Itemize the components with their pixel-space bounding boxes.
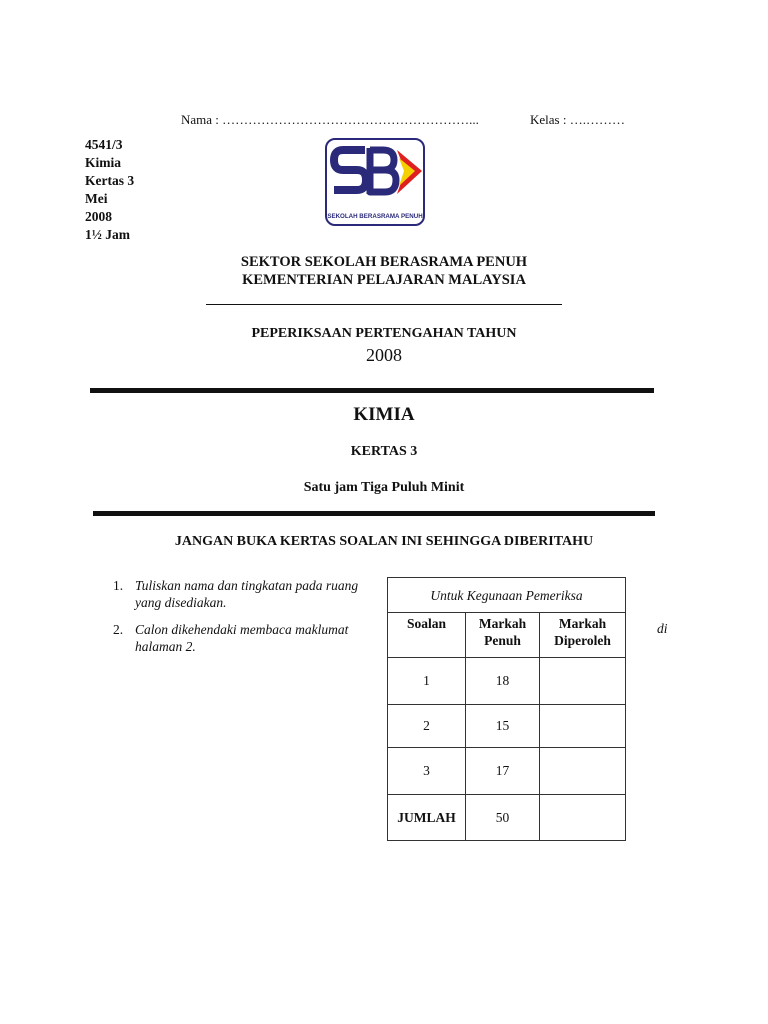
table-row (388, 705, 626, 748)
header-markah-penuh-text: Markah Penuh (478, 616, 527, 648)
row-markah-diperoleh[interactable] (540, 748, 626, 795)
instruction-number: 2. (113, 622, 124, 637)
instruction-number: 1. (113, 578, 124, 593)
row-markah-diperoleh[interactable] (540, 705, 626, 748)
table-caption: Untuk Kegunaan Pemeriksa (388, 578, 626, 613)
row-soalan: 2 (388, 705, 466, 748)
paper-year: 2008 (85, 209, 112, 224)
row-markah-penuh: 18 (466, 658, 540, 705)
total-markah-diperoleh[interactable] (540, 795, 626, 841)
warning-text: JANGAN BUKA KERTAS SOALAN INI SEHINGGA DIBERITAHU (174, 534, 594, 549)
instruction-trailing-text: di (657, 621, 668, 636)
table-total-row (388, 795, 626, 841)
row-markah-diperoleh[interactable] (540, 658, 626, 705)
marks-table (387, 577, 626, 841)
kelas-field: Kelas : ….……… (530, 112, 625, 127)
organization-line1: SEKTOR SEKOLAH BERASRAMA PENUH (240, 254, 528, 270)
paper-subject: Kimia (85, 155, 121, 170)
paper-title: KERTAS 3 (350, 444, 418, 459)
divider-thick-bottom (93, 511, 655, 516)
divider-thick-top (90, 388, 654, 393)
exam-year: 2008 (366, 345, 402, 365)
organization-line2: KEMENTERIAN PELAJARAN MALAYSIA (242, 272, 526, 288)
paper-duration: 1½ Jam (85, 227, 130, 242)
header-soalan: Soalan (388, 613, 466, 658)
nama-field: Nama : …………………………………………………... (181, 112, 479, 127)
header-markah-diperoleh-text: Markah Diperoleh (554, 616, 611, 648)
row-markah-penuh: 17 (466, 748, 540, 795)
table-row (388, 748, 626, 795)
paper-number: Kertas 3 (85, 173, 135, 188)
exam-title: PEPERIKSAAN PERTENGAHAN TAHUN (251, 326, 517, 341)
row-markah-penuh: 15 (466, 705, 540, 748)
header-markah-penuh (466, 613, 540, 658)
divider-thin (206, 304, 562, 305)
row-soalan: 3 (388, 748, 466, 795)
table-row (388, 658, 626, 705)
row-soalan: 1 (388, 658, 466, 705)
instruction-text: Tuliskan nama dan tingkatan pada ruang yang disediakan. (135, 578, 359, 610)
sbp-logo (325, 138, 425, 226)
logo-text: SEKOLAH BERASRAMA PENUH (327, 213, 423, 220)
subject-title: KIMIA (353, 404, 415, 425)
total-label: JUMLAH (388, 795, 466, 841)
header-markah-diperoleh (540, 613, 626, 658)
duration-text: Satu jam Tiga Puluh Minit (303, 480, 465, 495)
paper-meta (85, 136, 134, 244)
paper-month: Mei (85, 191, 108, 206)
instruction-text: Calon dikehendaki membaca maklumat halaman 2. (135, 622, 349, 654)
paper-code: 4541/3 (85, 137, 123, 152)
total-markah-penuh: 50 (466, 795, 540, 841)
